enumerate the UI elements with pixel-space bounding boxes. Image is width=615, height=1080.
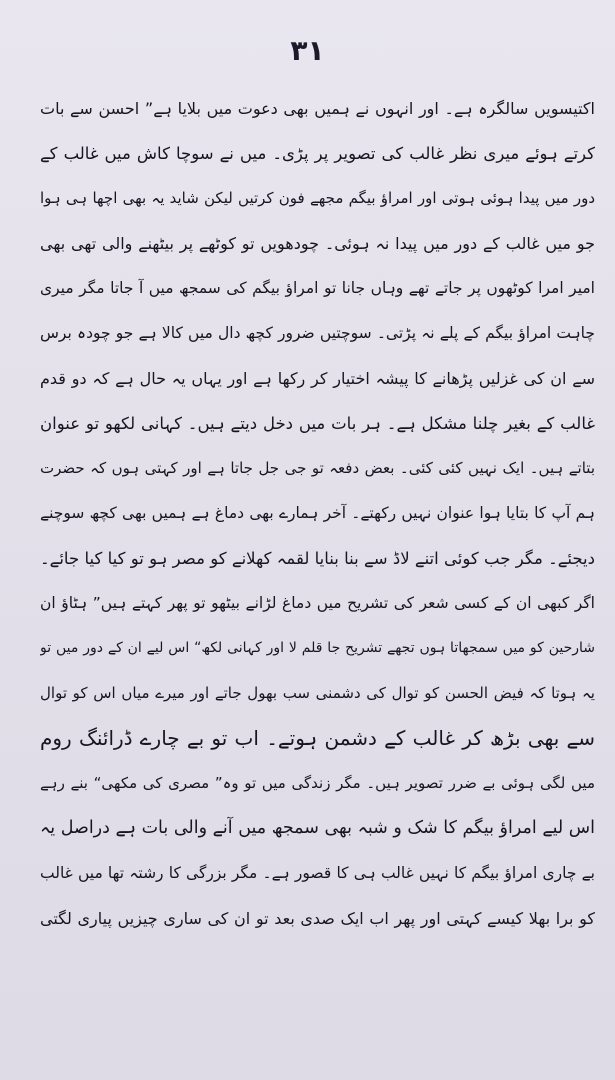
text-line: امیر امرا کوٹھوں پر جاتے تھے وہاں جانا تو امراؤ بیگم کی سمجھ میں آ جاتا مگر میری	[40, 279, 595, 297]
text-line: دیجئے۔ مگر جب کوئی اتنے لاڈ سے بنا بنایا لقمہ کھلانے کو مصر ہو تو کیا کیا جائے۔	[40, 549, 595, 568]
text-line: یہ ہوتا کہ فیض الحسن کو توال کی دشمنی سب بھول جاتے اور میرے میاں اس کو توال	[40, 684, 595, 702]
text-line: بے چاری امراؤ بیگم کا نہیں غالب ہی کا قصور ہے۔ مگر بزرگی کا رشتہ تھا میں غالب	[40, 864, 595, 882]
text-line: سے بھی بڑھ کر غالب کے دشمن ہوتے۔ اب تو بے چارے ڈرائنگ روم	[40, 726, 595, 750]
text-line: شارحین کو میں سمجھاتا ہوں تجھے تشریح جا قلم لا اور کہانی لکھ“ اس لیے ان کے دور میں تو	[40, 640, 595, 656]
text-line: اگر کبھی ان کے کسی شعر کی تشریح میں دماغ لڑانے بیٹھو تو پھر کہتے ہیں” ہٹاؤ ان	[40, 594, 595, 612]
text-line: اس لیے امراؤ بیگم کا شک و شبہ بھی سمجھ میں آنے والی بات ہے دراصل یہ	[40, 818, 595, 838]
text-line: کرتے ہوئے میری نظر غالب کی تصویر پر پڑی۔ میں نے سوچا کاش میں غالب کے	[40, 144, 595, 163]
body-text	[40, 86, 595, 941]
text-line: دور میں پیدا ہوئی ہوتی اور امراؤ بیگم مجھے فون کرتیں لیکن شاید یہ بھی اچھا ہی ہوا	[40, 189, 595, 207]
text-line: اکتیسویں سالگرہ ہے۔ اور انہوں نے ہمیں بھی دعوت میں بلایا ہے” احسن سے بات	[40, 99, 595, 118]
text-line: چاہت امراؤ بیگم کے پلے نہ پڑتی۔ سوچتیں ضرور کچھ دال میں کالا ہے جو چودہ برس	[40, 324, 595, 342]
page-number: ۳۱	[290, 34, 325, 67]
text-line: میں لگی ہوئی بے ضرر تصویر ہیں۔ مگر زندگی میں تو وہ” مصری کی مکھی“ بنے رہے	[40, 774, 595, 792]
text-line: جو میں غالب کے دور میں پیدا نہ ہوئی۔ چودھویں تو کوٹھے پر بیٹھنے والی تھی بھی	[40, 234, 595, 253]
text-line: کو برا بھلا کیسے کہتی اور پھر اب ایک صدی بعد تو ان کی ساری چیزیں پیاری لگتی	[40, 909, 595, 928]
text-line: بتاتے ہیں۔ ایک نہیں کئی کئی۔ بعض دفعہ تو جی جل جاتا ہے اور کہتی ہوں کہ حضرت	[40, 459, 595, 477]
text-line: ہم آپ کا بتایا ہوا عنوان نہیں رکھتے۔ آخر ہمارے بھی دماغ ہے ہمیں بھی کچھ سوچنے	[40, 504, 595, 522]
text-line: سے ان کی غزلیں پڑھانے کا پیشہ اختیار کر رکھا ہے اور یہاں یہ حال ہے کہ دو قدم	[40, 369, 595, 388]
text-line: غالب کے بغیر چلنا مشکل ہے۔ ہر بات میں دخل دیتے ہیں۔ کہانی لکھو تو عنوان	[40, 414, 595, 433]
